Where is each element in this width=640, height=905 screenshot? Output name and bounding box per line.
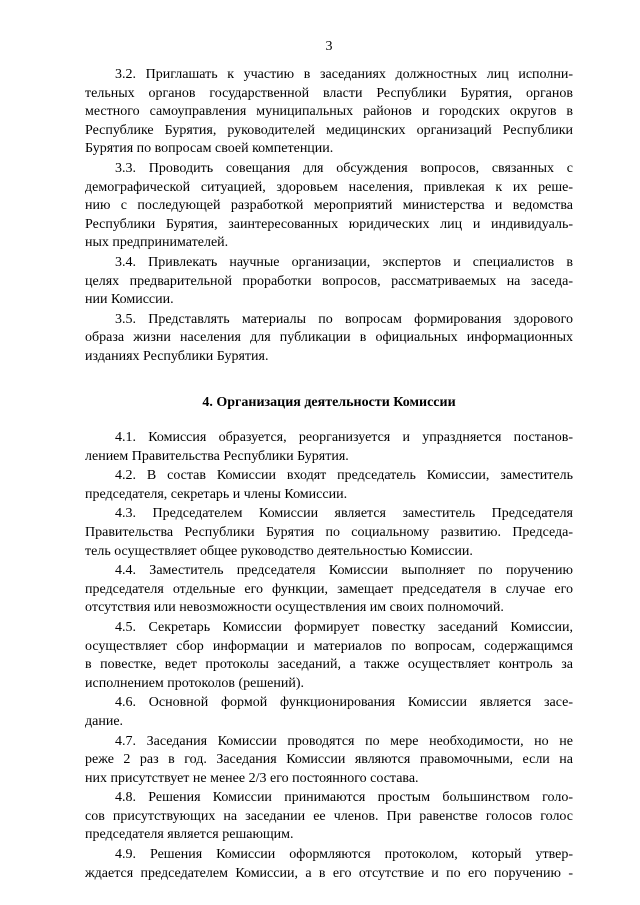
section-4-items: [85, 429, 573, 883]
paragraph-line: Правительства Республики Бурятия по социальному развитию. Председа-: [85, 524, 573, 540]
paragraph-line: изданиях Республики Бурятия.: [85, 348, 269, 364]
paragraph: [85, 66, 573, 159]
paragraph-line: председателя является решающим.: [85, 827, 294, 843]
paragraph-line: реже 2 раз в год. Заседания Комиссии являются правомочными, если на: [85, 752, 573, 768]
paragraph-line: Республике Бурятия, руководителей медицинских организаций Республики: [85, 122, 573, 138]
paragraph-line: 4.9. Решения Комиссии оформляются протоколом, который утвер-: [115, 847, 573, 863]
section-4-heading: 4. Организация деятельности Комиссии: [202, 395, 456, 410]
paragraph-line: тель осуществляет общее руководство деятельностью Комиссии.: [85, 543, 473, 559]
paragraph-line: 4.5. Секретарь Комиссии формирует повестку заседаний Комиссии,: [115, 619, 573, 635]
paragraph-line: ждается председателем Комиссии, а в его отсутствие и по его поручению -: [85, 865, 573, 881]
paragraph: [85, 311, 573, 367]
paragraph: [85, 467, 573, 504]
paragraph-line: местного самоуправления муниципальных районов и городских округов в: [85, 104, 573, 120]
paragraph-line: Бурятия по вопросам своей компетенции.: [85, 141, 334, 157]
paragraph-line: председателя отдельные его функции, замещает председателя в случае его: [85, 581, 573, 597]
paragraph-line: в повестке, ведет протоколы заседаний, а также осуществляет контроль за: [85, 657, 573, 673]
paragraph-line: сов присутствующих на заседании ее членов. При равенстве голосов голос: [85, 808, 573, 824]
paragraph-line: 4.2. В состав Комиссии входят председатель Комиссии, заместитель: [115, 468, 573, 484]
paragraph: [85, 429, 573, 466]
section-3-items: [85, 66, 573, 367]
paragraph-line: председателя, секретарь и члены Комиссии.: [85, 486, 348, 502]
paragraph: [85, 733, 573, 789]
paragraph-line: дание.: [85, 713, 124, 729]
paragraph-line: них присутствует не менее 2/3 его постоянного состава.: [85, 770, 419, 786]
paragraph-line: 4.3. Председателем Комиссии является заместитель Председателя: [115, 506, 573, 522]
paragraph: [85, 562, 573, 618]
paragraph-line: 4.8. Решения Комиссии принимаются простым большинством голо-: [115, 790, 573, 806]
paragraph-line: образа жизни населения для публикации в официальных информационных: [85, 330, 573, 346]
paragraph: [85, 694, 573, 731]
paragraph: [85, 254, 573, 310]
paragraph-line: осуществляет сбор информации и материалов по вопросам, содержащимся: [85, 638, 573, 654]
paragraph-line: 4.4. Заместитель председателя Комиссии выполняет по поручению: [115, 563, 573, 579]
paragraph-line: ных предпринимателей.: [85, 235, 229, 251]
paragraph: [85, 789, 573, 845]
paragraph: [85, 505, 573, 561]
paragraph-line: отсутствия или невозможности осуществления им своих полномочий.: [85, 600, 504, 616]
paragraph-line: 4.6. Основной формой функционирования Комиссии является засе-: [115, 695, 573, 711]
paragraph: [85, 619, 573, 693]
paragraph-line: 4.7. Заседания Комиссии проводятся по мере необходимости, но не: [115, 733, 573, 749]
paragraph-line: демографической ситуацией, здоровьем населения, привлекая к их реше-: [85, 179, 573, 195]
paragraph-line: целях предварительной проработки вопросов, рассматриваемых на заседа-: [85, 273, 573, 289]
paragraph-line: 3.4. Привлекать научные организации, экспертов и специалистов в: [115, 254, 573, 270]
paragraph: [85, 846, 573, 883]
paragraph-line: 3.5. Представлять материалы по вопросам формирования здорового: [115, 311, 573, 327]
paragraph-line: 3.2. Приглашать к участию в заседаниях должностных лиц исполни-: [115, 67, 573, 82]
document-page: [85, 0, 573, 905]
page-number: 3: [325, 39, 333, 54]
paragraph-line: 4.1. Комиссия образуется, реорганизуется и упраздняется постанов-: [115, 430, 573, 445]
paragraph-line: Республики Бурятия, заинтересованных юридических лиц и индивидуаль-: [85, 216, 573, 232]
paragraph-line: лением Правительства Республики Бурятия.: [85, 448, 349, 464]
paragraph-line: исполнением протоколов (решений).: [85, 675, 305, 691]
paragraph: [85, 160, 573, 253]
paragraph-line: нию с последующей разработкой мероприятий министерства и ведомства: [85, 198, 573, 214]
paragraph-line: 3.3. Проводить совещания для обсуждения вопросов, связанных с: [115, 160, 573, 176]
paragraph-line: нии Комиссии.: [85, 292, 174, 308]
paragraph-line: тельных органов государственной власти Республики Бурятия, органов: [85, 85, 573, 101]
